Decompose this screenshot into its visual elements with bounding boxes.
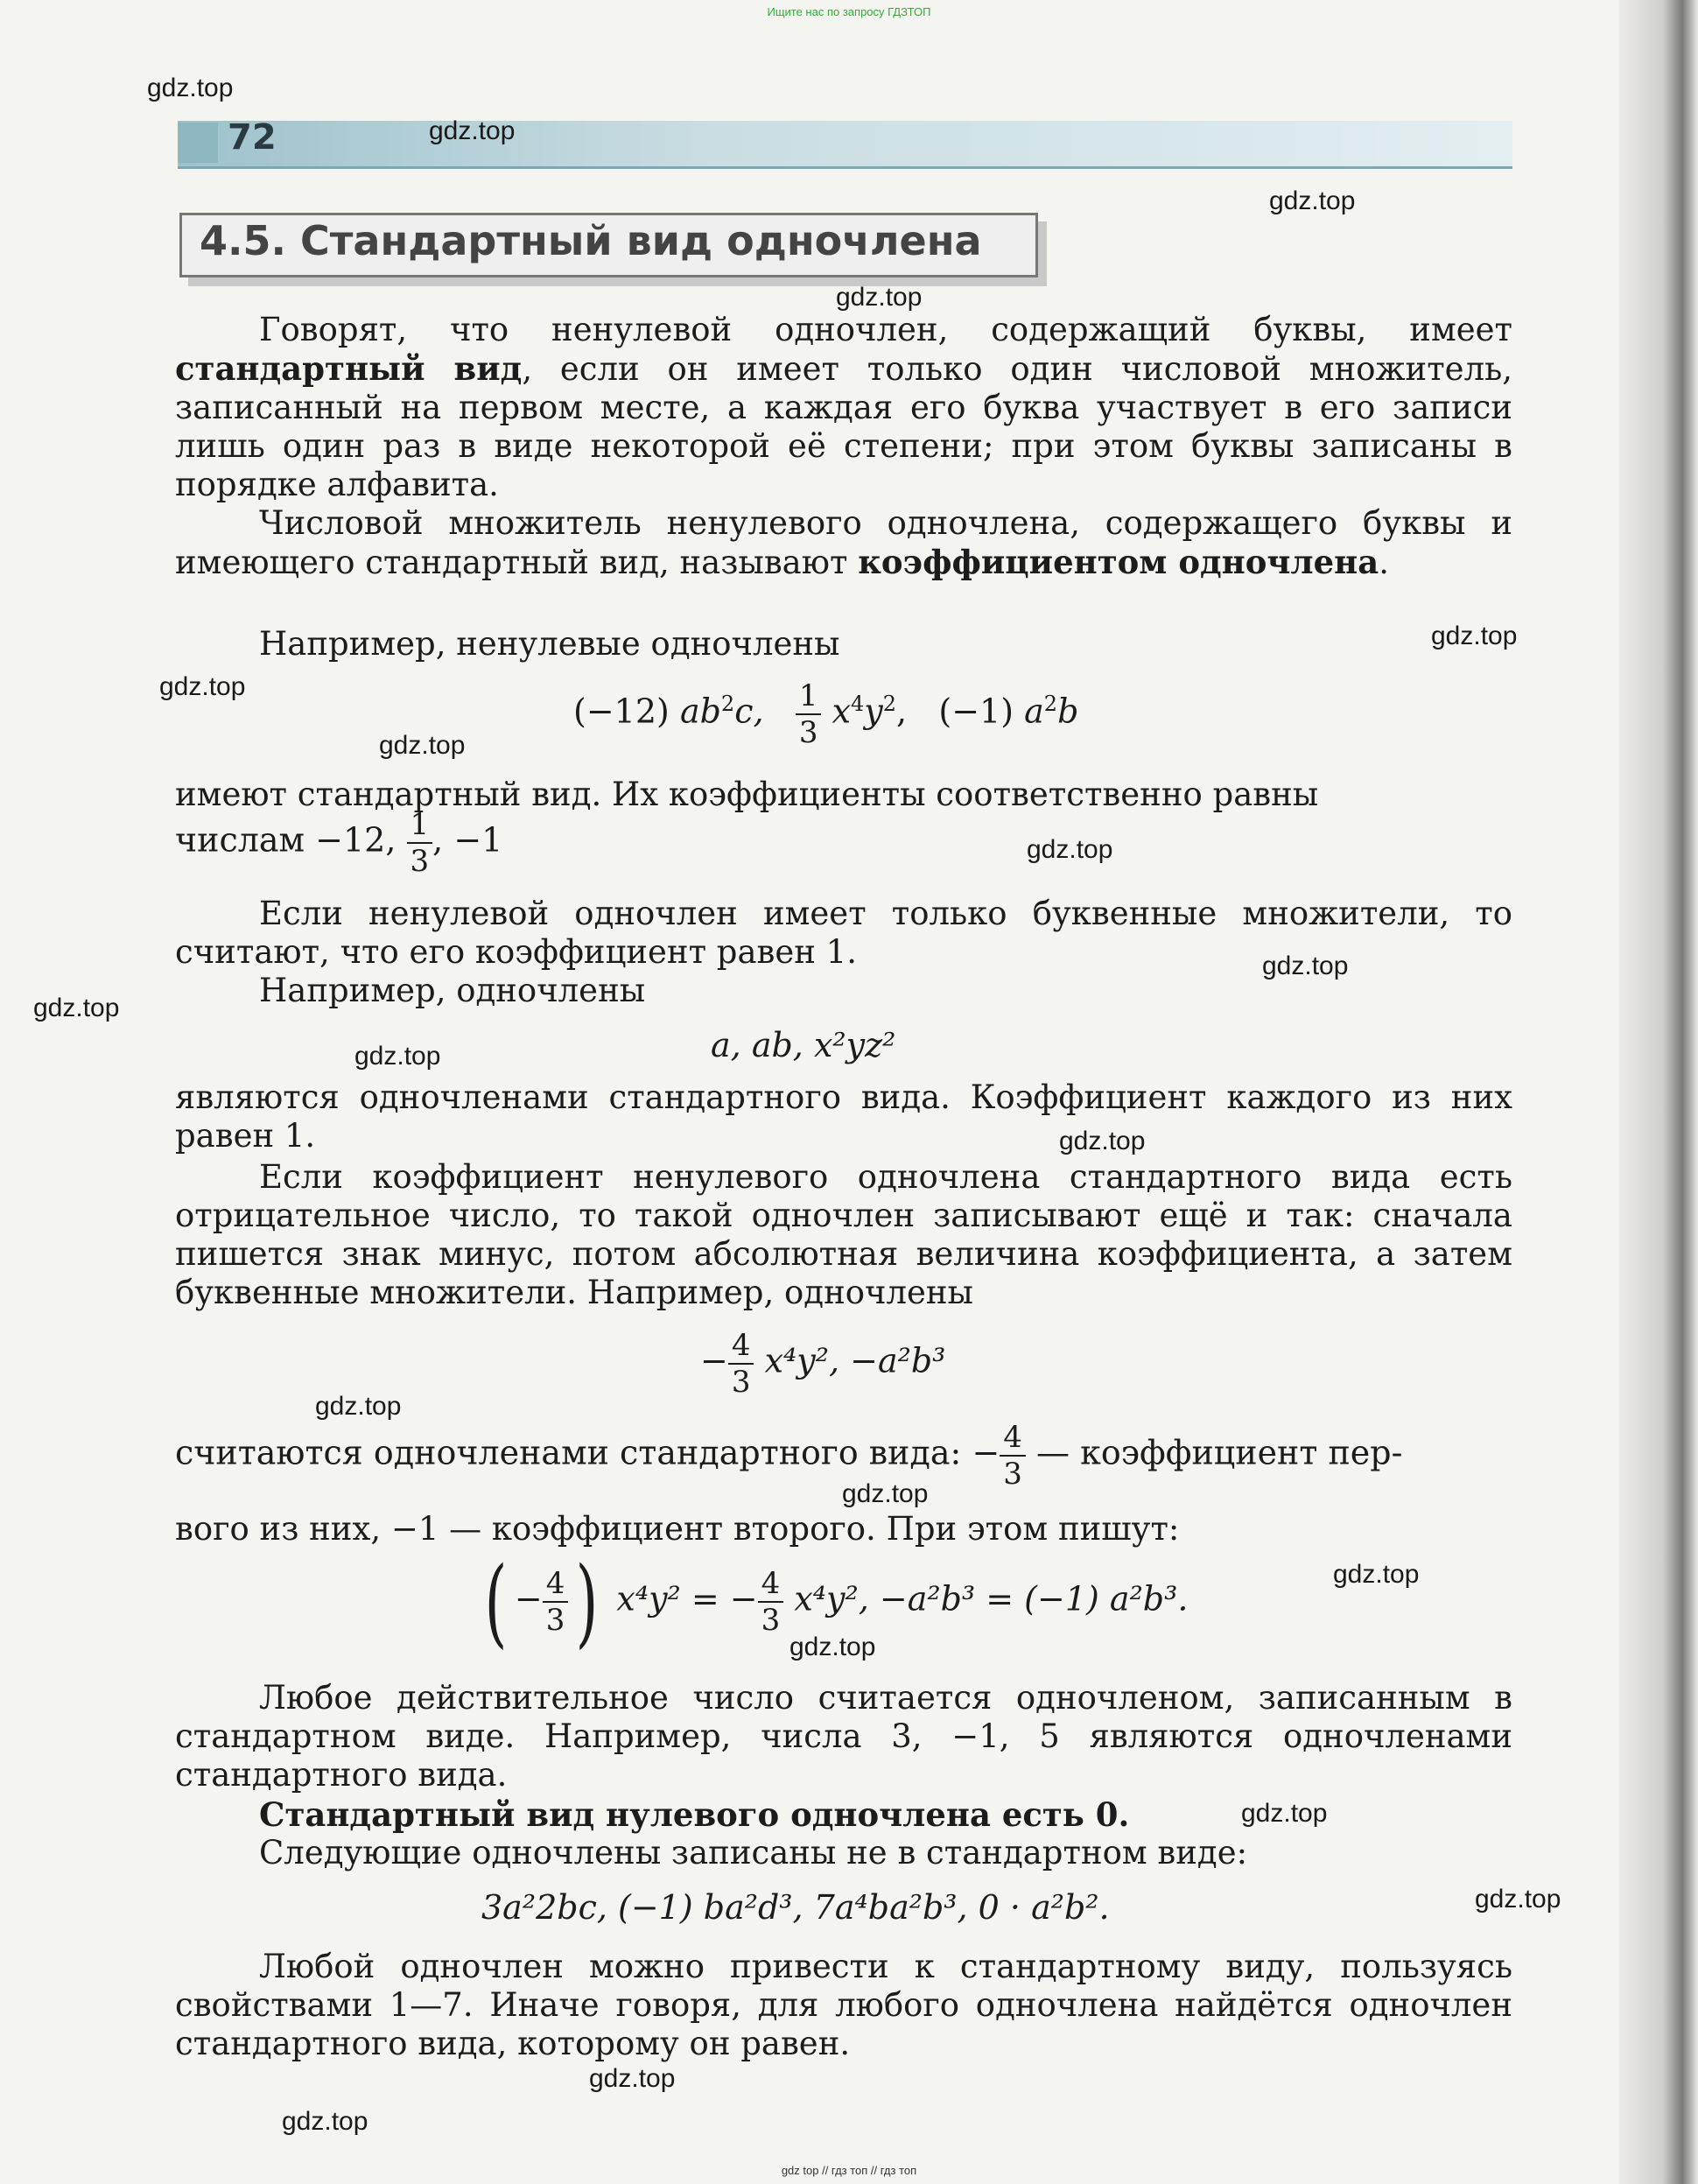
watermark: gdz.top [589, 2064, 676, 2093]
paragraph-zero-monomial: Стандартный вид нулевого одночлена есть 0. [259, 1795, 1130, 1834]
watermark: gdz.top [1333, 1560, 1420, 1589]
watermark: gdz.top [1475, 1885, 1561, 1914]
formula-examples-2: a, ab, x²yz² [711, 1026, 896, 1064]
watermark: gdz.top [842, 1479, 929, 1508]
paragraph-example-intro: Например, ненулевые одночлены [259, 625, 840, 663]
header-marker [178, 123, 218, 163]
bottom-banner: gdz top // гдз топ // гдз топ [781, 2164, 917, 2177]
formula-identity: ( − $\frac{4}{3}$ ) x⁴y² = − $\frac{4}{3}$ x⁴y², −a²b³ = (−1) a²b³. [484, 1546, 1189, 1658]
watermark: gdz.top [315, 1392, 402, 1421]
formula-nonstandard: 3a²2bc, (−1) ba²d³, 7a⁴ba²b³, 0 · a²b². [481, 1888, 1110, 1927]
section-title: 4.5. Стандартный вид одночлена [200, 217, 982, 264]
watermark: gdz.top [836, 283, 923, 312]
paragraph-standard-form-1: являются одночленами стандартного вида. Коэффициент каждого из них равен 1. [175, 1078, 1512, 1155]
page-fold-shadow [1619, 0, 1698, 2184]
watermark: gdz.top [1241, 1799, 1328, 1828]
paragraph-considered-standard: считаются одночленами стандартного вида: − $\frac{4}{3}$ — коэффициент пер- [175, 1420, 1403, 1492]
watermark: gdz.top [1269, 186, 1356, 215]
top-banner: Ищите нас по запросу ГДЗТОП [767, 5, 931, 18]
watermark: gdz.top [282, 2107, 368, 2136]
watermark: gdz.top [429, 116, 516, 145]
paragraph-negative-coefficient: Если коэффициент ненулевого одночлена стандартного вида есть отрицательное число, то такой одночлен записывают ещё и так: сначала пишется знак минус, потом абсолютная величина коэффициента, а затем буквенные множители. Например, одночлены [175, 1158, 1512, 1311]
watermark: gdz.top [354, 1042, 441, 1071]
watermark: gdz.top [1431, 621, 1518, 650]
watermark: gdz.top [33, 994, 120, 1022]
paragraph-second-coefficient: вого из них, −1 — коэффициент второго. При этом пишут: [175, 1510, 1180, 1548]
paragraph-coefficient: Числовой множитель ненулевого одночлена, содержащего буквы и имеющего стандартный вид, называют коэффициентом одночлена. [175, 504, 1512, 581]
watermark: gdz.top [1027, 835, 1113, 864]
header-bar [178, 121, 1512, 169]
watermark: gdz.top [1262, 952, 1349, 980]
watermark: gdz.top [159, 672, 246, 701]
paragraph-real-numbers: Любое действительное число считается одночленом, записанным в стандартном виде. Например, числа 3, −1, 5 являются одночленами стандартного вида. [175, 1679, 1512, 1794]
formula-examples-3: − $\frac{4}{3}$ x⁴y², −a²b³ [700, 1328, 946, 1400]
page-number: 72 [228, 117, 277, 158]
paragraph-reduction: Любой одночлен можно привести к стандартному виду, пользуясь свойствами 1—7. Иначе говоря, для любого одночлена найдётся одночлен стандартного вида, которому он равен. [175, 1948, 1512, 2062]
watermark: gdz.top [147, 74, 234, 102]
paragraph-definition: Говорят, что ненулевой одночлен, содержащий буквы, имеет стандартный вид, если он имеет только один числовой множитель, записанный на первом месте, а каждая его буква участвует в его записи лишь один раз в виде некоторой её степени; при этом буквы записаны в порядке алфавита. [175, 311, 1512, 503]
watermark: gdz.top [379, 731, 466, 760]
formula-coefficients-list: числам −12, $\frac{1}{3}$ , −1 [175, 807, 503, 879]
formula-examples-1: (−12) $ab^2c$, $\frac{1}{3}$ $x^4y^2$, (−1) $a^2b$ [573, 678, 1079, 750]
paragraph-nonstandard-intro: Следующие одночлены записаны не в стандартном виде: [259, 1834, 1248, 1871]
watermark: gdz.top [1059, 1127, 1146, 1155]
watermark: gdz.top [789, 1633, 876, 1661]
paragraph-coefficients-equal: имеют стандартный вид. Их коэффициенты соответственно равны [175, 776, 1319, 813]
paragraph-example-intro-2: Например, одночлены [259, 972, 646, 1009]
paragraph-letter-only: Если ненулевой одночлен имеет только буквенные множители, то считают, что его коэффициент равен 1. [175, 895, 1512, 971]
